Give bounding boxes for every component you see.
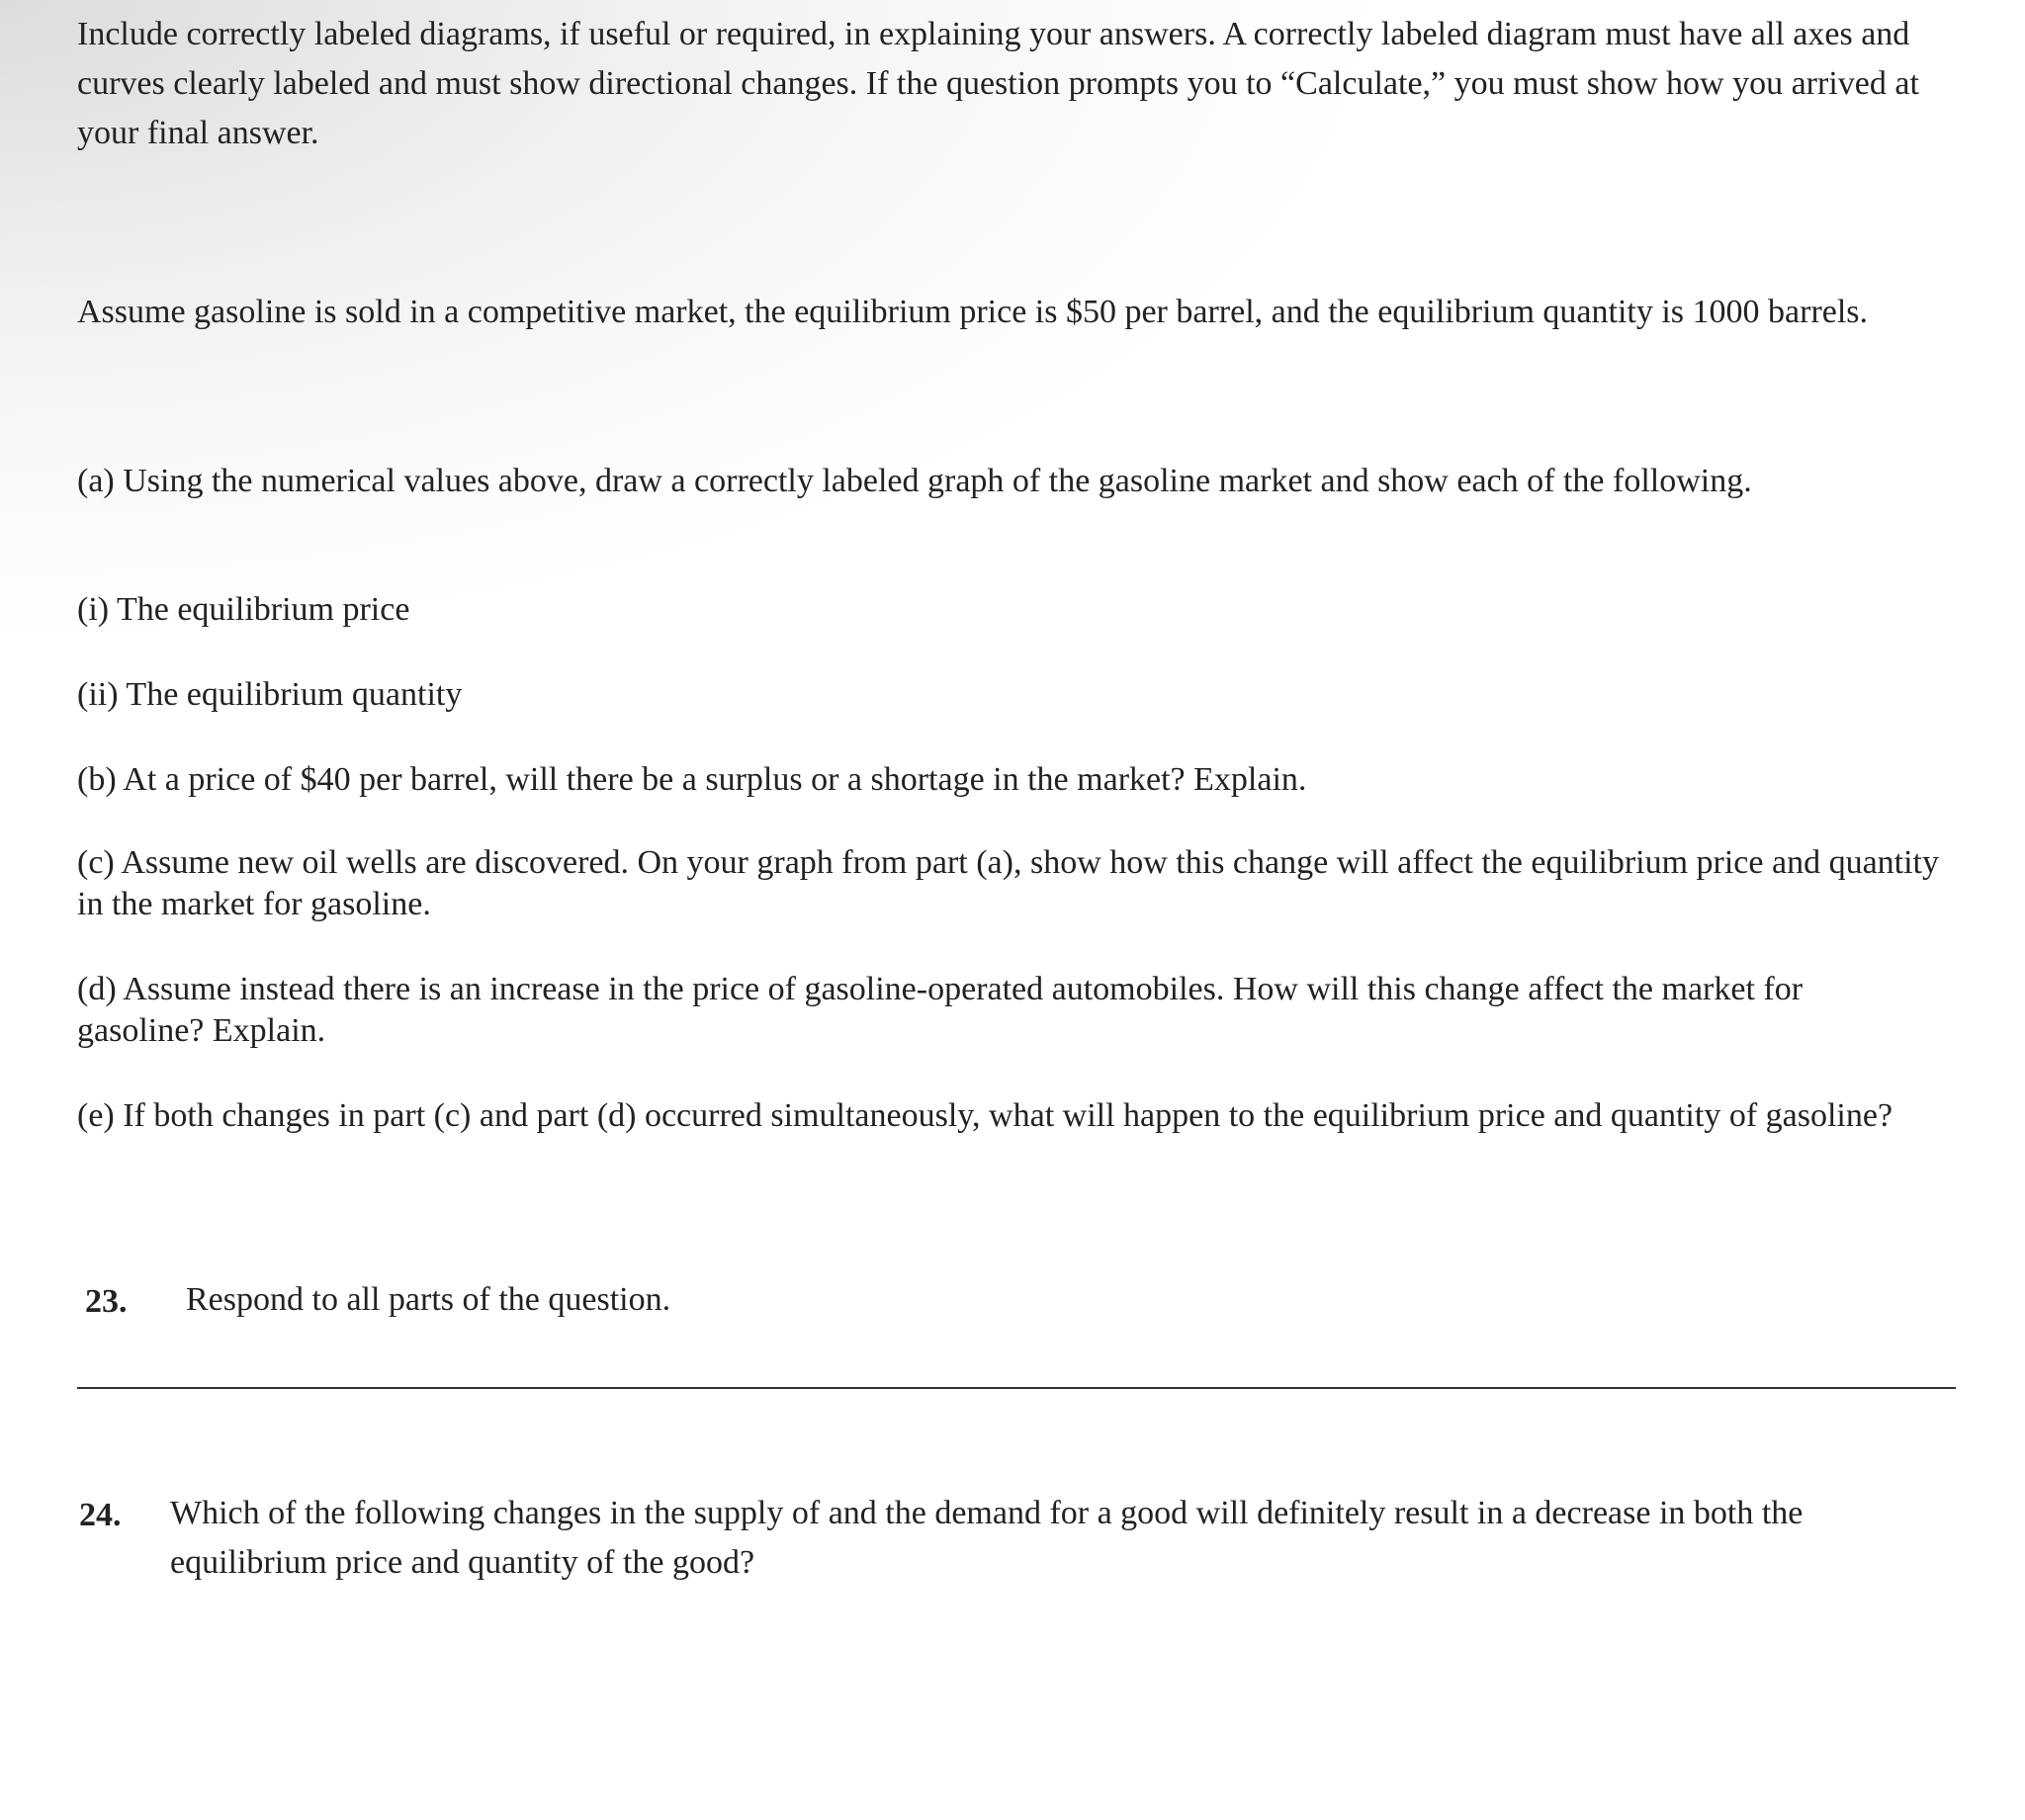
question-23-number: 23.: [85, 1283, 128, 1320]
part-a-i: (i) The equilibrium price: [77, 591, 410, 628]
question-24-text: Which of the following changes in the supply of and the demand for a good will definitely result in a decrease in both the equilibrium price and quantity of the good?: [170, 1495, 1804, 1581]
answer-divider-line: [77, 1387, 1956, 1389]
part-a: (a) Using the numerical values above, draw a correctly labeled graph of the gasoline market and show each of the following.: [77, 463, 1752, 499]
question-24-number: 24.: [79, 1497, 122, 1533]
part-b: (b) At a price of $40 per barrel, will there be a surplus or a shortage in the market? Explain.: [77, 761, 1307, 798]
question-23-text: Respond to all parts of the question.: [186, 1281, 671, 1318]
part-d: (d) Assume instead there is an increase in the price of gasoline-operated automobiles. How will this change affect the market for gasoline? Explain.: [77, 971, 1804, 1049]
scenario-paragraph: Assume gasoline is sold in a competitive market, the equilibrium price is $50 per barrel, and the equilibrium quantity is 1000 barrels.: [77, 294, 1869, 330]
instructions-paragraph: Include correctly labeled diagrams, if useful or required, in explaining your answers. A correctly labeled diagram must have all axes and curves clearly labeled and must show directional changes. If the question prompts you to “Calculate,” you must show how you arrived at your final answer.: [77, 16, 1919, 151]
part-c: (c) Assume new oil wells are discovered. On your graph from part (a), show how this change will affect the equilibrium price and quantity in the market for gasoline.: [77, 844, 1939, 922]
part-e: (e) If both changes in part (c) and part (d) occurred simultaneously, what will happen to the equilibrium price and quantity of gasoline?: [77, 1097, 1893, 1134]
part-a-ii: (ii) The equilibrium quantity: [77, 676, 463, 713]
